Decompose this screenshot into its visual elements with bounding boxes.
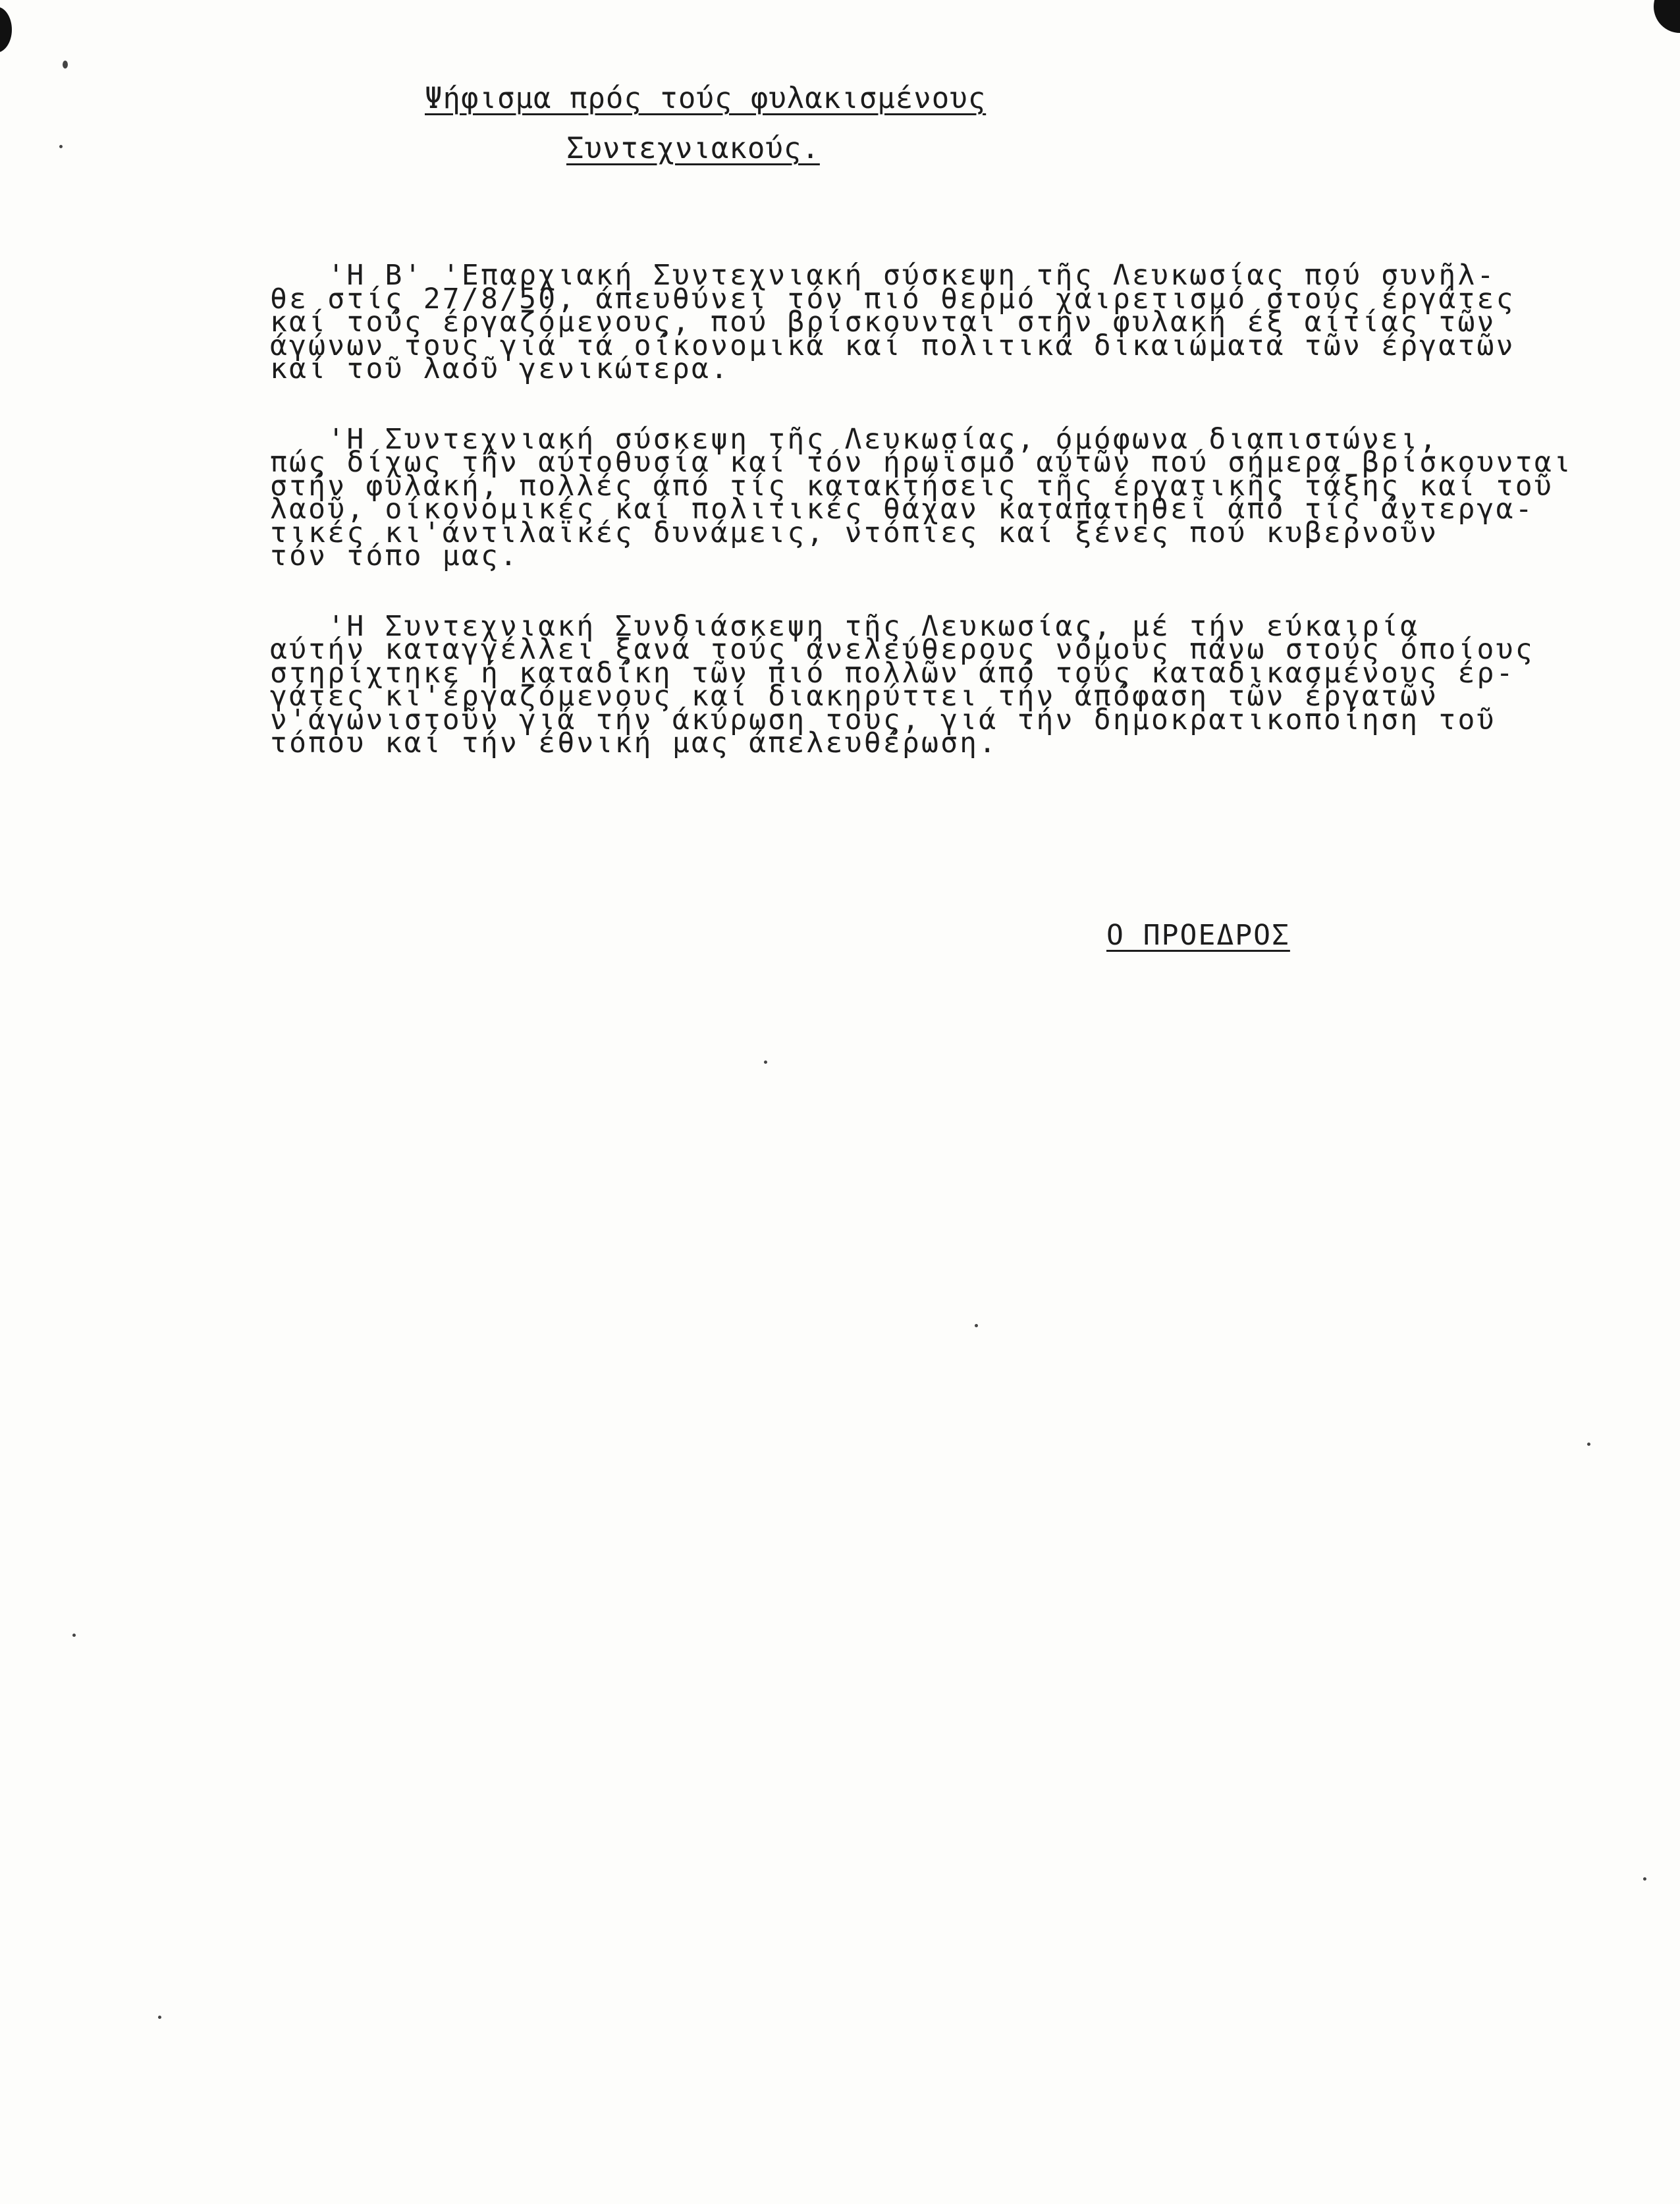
document-title bbox=[425, 74, 986, 174]
paper-speck bbox=[764, 1061, 767, 1064]
document-body bbox=[270, 217, 1666, 802]
paper-speck bbox=[158, 2016, 161, 2019]
title-line: Ψήφισμα πρός τούς φυλακισμένους bbox=[425, 82, 987, 115]
paragraph: 'Η Συντεχνιακή σύσκεψη τῆς Λευκωσίας, όμόφωνα διαπιστώνει, πώς δίχως τήν αύτοθυσία καί τόν ήρωϊσμό αύτῶν πού σήμερα βρίσκουνται στήν φυλακή, πολλές άπό τίς κατακτήσεις τῆς έργατικῆς τάξης καί τοῦ λαοῦ, οίκονομικές καί πολιτικές θάχαν καταπατηθεῖ άπό τίς άντεργα- τικές κι'άντιλαϊκές δυνάμεις, ντόπιες καί ξένες πού κυβερνοῦν τόν τόπο μας. bbox=[270, 422, 1573, 572]
ink-blot bbox=[0, 7, 12, 53]
paragraph: 'Η Β' 'Επαρχιακή Συντεχνιακή σύσκεψη τῆς Λευκωσίας πού συνῆλ- θε στίς 27/8/50, άπευθύνει τόν πιό θερμό χαιρετισμό στούς έργάτες καί τούς έργαζόμενους, πού βρίσκουνται στην φυλακή έξ αίτίας τῶν άγώνων τους γιά τά οίκονομικά καί πολιτικά δικαιώματα τῶν έργατῶν καί τοῦ λαοῦ γενικώτερα. bbox=[270, 259, 1515, 385]
signature: Ο ΠΡΟΕΔΡΟΣ bbox=[1106, 919, 1290, 952]
paragraph: 'Η Συντεχνιακή Συνδιάσκεψη τῆς Λευκωσίας, μέ τήν εύκαιρία αύτήν καταγγέλλει ξανά τούς άνελεύθερους νόμους πάνω στούς όποίους στηρίχτηκε ή καταδίκη τῶν πιό πολλῶν άπό τούς καταδικασμένους έρ- γάτες κι'έργαζόμενους καί διακηρύττει τήν άπόφαση τῶν έργατῶν ν'άγωνιστοῦν γιά τήν άκύρωση τους, γιά τήν δημοκρατικοποίηση τοῦ τόπου καί τήν έθνική μας άπελευθέρωση. bbox=[270, 609, 1534, 759]
paper-speck bbox=[72, 1634, 76, 1637]
paper-speck bbox=[975, 1324, 978, 1327]
paper-speck bbox=[59, 145, 63, 148]
ink-blot bbox=[1654, 0, 1680, 33]
paper-speck bbox=[1587, 1443, 1590, 1446]
title-line: Συντεχνιακούς. bbox=[566, 132, 820, 165]
paper-speck bbox=[63, 61, 68, 69]
paper-speck bbox=[1643, 1877, 1646, 1881]
